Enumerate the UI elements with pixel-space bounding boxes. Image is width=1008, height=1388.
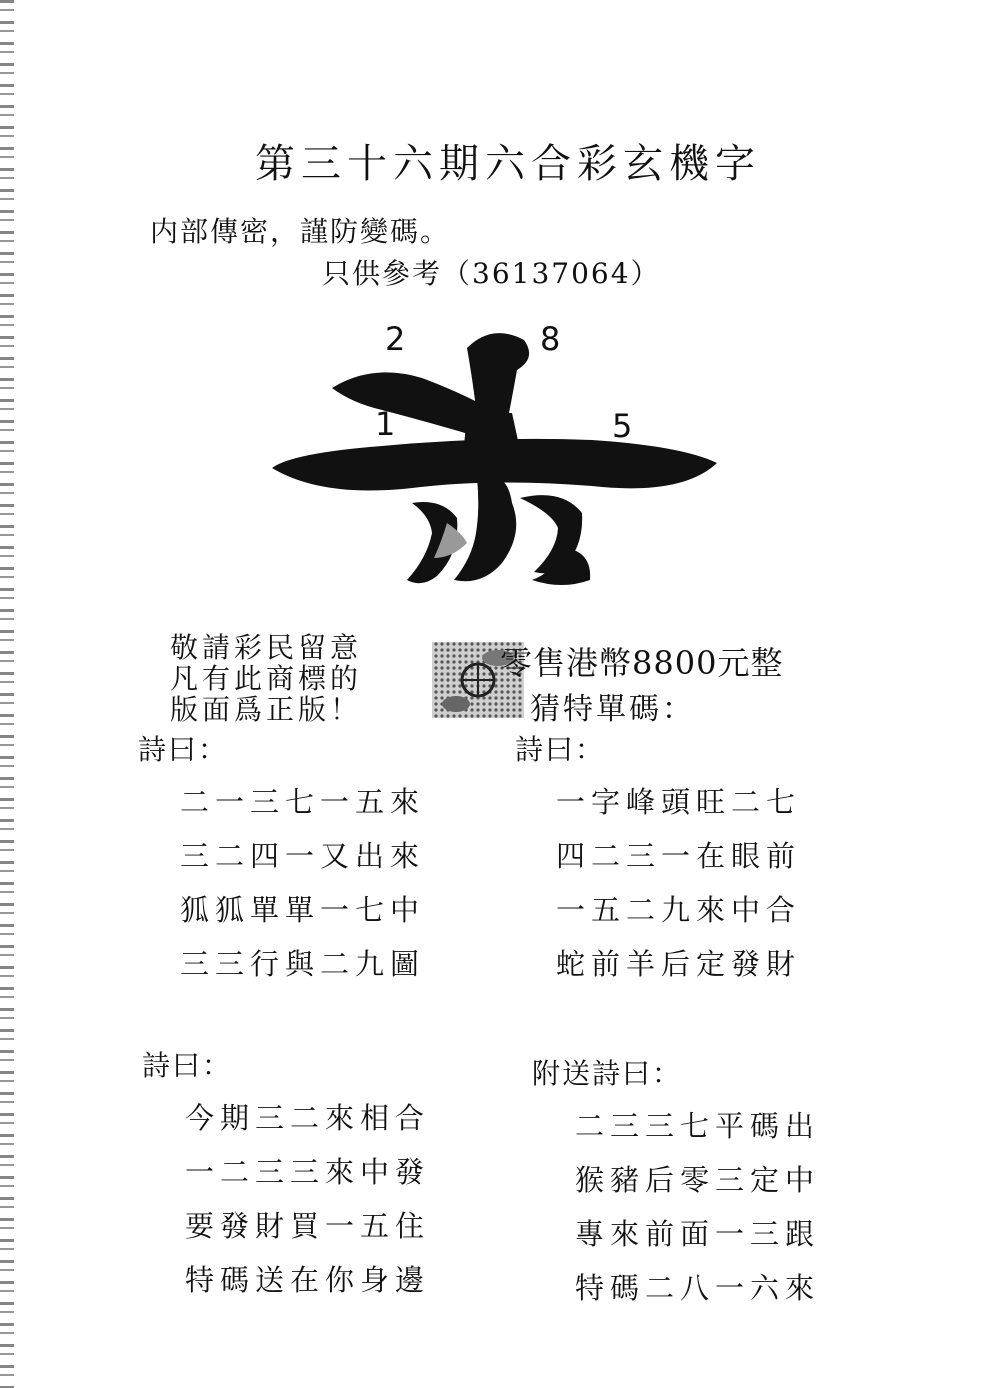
poem-line: 猴豬后零三定中: [575, 1163, 821, 1197]
poem-line: 要發財買一五住: [185, 1209, 431, 1243]
retail-price: 零售港幣8800元整: [500, 644, 784, 682]
poem-line: 二一三七一五來: [180, 785, 426, 819]
scan-edge-noise: [0, 0, 14, 1388]
logo-digit-top-right: 8: [540, 320, 561, 358]
poem-line: 狐狐單單一七中: [180, 893, 426, 927]
guess-special-number: 猜特單碼：: [530, 692, 695, 727]
notice-line: 敬請彩民留意: [170, 631, 363, 664]
authenticity-notice: [170, 632, 362, 725]
poem-line: 一二三三來中發: [185, 1155, 431, 1189]
poem-line: 蛇前羊后定發財: [556, 947, 802, 981]
big-calligraphy-character-icon: [262, 318, 732, 608]
logo-digit-mid-right: 5: [612, 407, 633, 445]
poem-line: 特碼送在你身邊: [185, 1263, 431, 1297]
poem-line: 四二三一在眼前: [556, 839, 802, 873]
poem-line: 專來前面一三跟: [575, 1217, 821, 1251]
poem-line: 特碼二八一六來: [575, 1271, 821, 1305]
poem-line: 三三行與二九圖: [180, 947, 426, 981]
logo-digit-top-left: 2: [385, 320, 406, 358]
notice-line: 版面爲正版！: [170, 693, 363, 726]
poem-heading: 詩曰：: [142, 1049, 233, 1082]
logo-digit-mid-left: 1: [375, 405, 396, 443]
poem-line: 一字峰頭旺二七: [556, 785, 802, 819]
poem-line: 今期三二來相合: [185, 1101, 431, 1135]
poem-line: 二三三七平碼出: [575, 1109, 821, 1143]
page-title: 第三十六期六合彩玄機字: [255, 141, 761, 187]
poem-heading: 附送詩曰：: [532, 1057, 683, 1090]
poem-heading: 詩曰：: [515, 733, 606, 766]
reference-line: 只供參考（36137064）: [322, 257, 661, 290]
poem-line: 三二四一又出來: [180, 839, 426, 873]
notice-line: 凡有此商標的: [170, 662, 363, 695]
poem-heading: 詩曰：: [138, 733, 229, 766]
poem-line: 一五二九來中合: [556, 893, 802, 927]
internal-notice: 内部傳密，謹防變碼。: [150, 215, 451, 248]
